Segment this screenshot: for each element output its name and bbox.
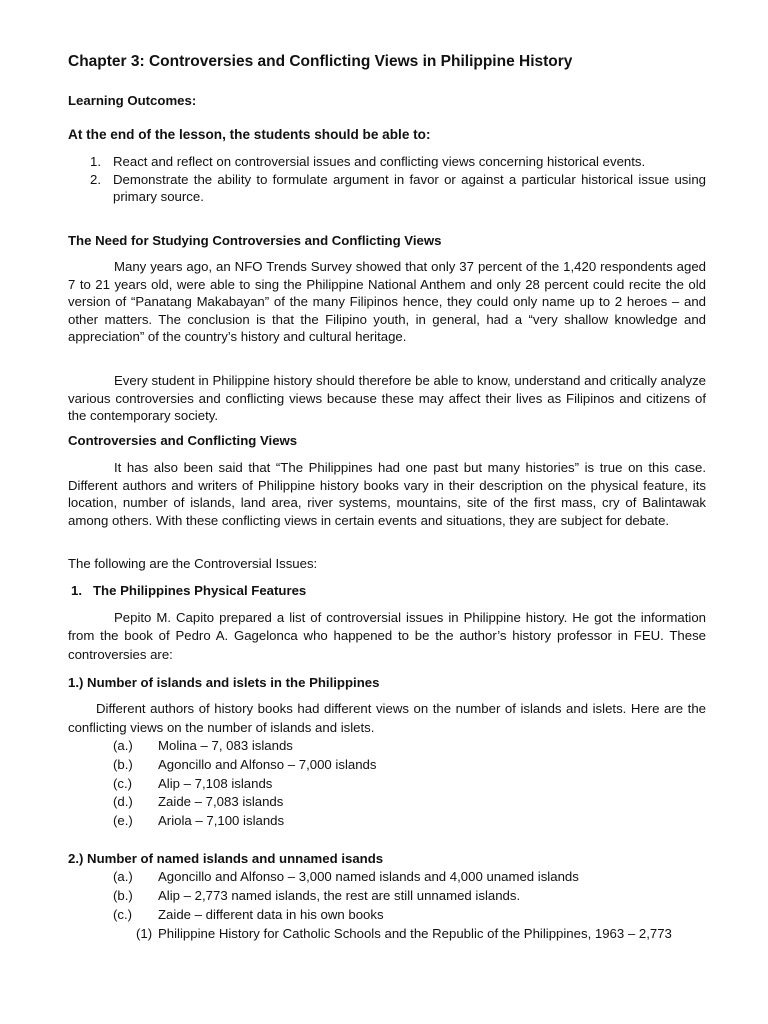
physical-features-paragraph: Pepito M. Capito prepared a list of controversial issues in Philippine history. He got the information from the book of Pedro A. Gagelonca who happened to be the author’s history professor in FEU. These controversies are: [68, 610, 706, 662]
item-text: Zaide – different data in his own books [158, 906, 384, 922]
outcome-number: 2. [90, 171, 101, 187]
item-label: (a.) [113, 738, 133, 753]
item-text: Alip – 2,773 named islands, the rest are still unnamed islands. [158, 887, 521, 903]
outcome-item [68, 171, 706, 206]
sub-list-item [136, 925, 708, 943]
list-item [113, 737, 376, 756]
need-paragraph-1: Many years ago, an NFO Trends Survey showed that only 37 percent of the 1,420 respondents aged 7 to 21 years old, were able to sing the Philippine National Anthem and only 28 percent could recite the old version of “Panatang Makabayan” of the many Filipinos hence, they could only name up to 2 heroes – and other matters. The conclusion is that the Filipino youth, in general, had a “very shallow knowledge and appreciation” of the country’s history and cultural heritage. [68, 259, 706, 345]
item-text: Agoncillo and Alfonso – 3,000 named islands and 4,000 unamed islands [158, 869, 579, 884]
item-label: (e.) [113, 813, 133, 829]
learning-outcomes-intro: At the end of the lesson, the students should be able to: [68, 127, 431, 142]
controversies-heading: Controversies and Conflicting Views [68, 433, 298, 448]
outcome-number: 1. [90, 154, 101, 169]
page-title: Chapter 3: Controversies and Conflicting Views in Philippine History [68, 53, 573, 70]
need-paragraph-2: Every student in Philippine history should therefore be able to know, understand and critically analyze various controversies and conflicting views because these may affect their lives as Filipinos and citizens of the contemporary society. [68, 373, 706, 424]
named-islands-heading: 2.) Number of named islands and unnamed isands [68, 851, 384, 866]
physical-features-title: The Philippines Physical Features [93, 583, 307, 598]
controversial-issues-intro: The following are the Controversial Issues: [68, 556, 318, 571]
outcome-item [68, 153, 706, 171]
item-label: (b.) [113, 756, 133, 772]
item-text: Zaide – 7,083 islands [158, 794, 284, 810]
item-label: (b.) [113, 887, 133, 903]
item-label: (c.) [113, 775, 133, 791]
item-label: (a.) [113, 869, 133, 884]
item-label: (c.) [113, 906, 133, 922]
list-item [113, 812, 376, 831]
islands-list [113, 737, 376, 831]
physical-features-heading [68, 582, 706, 600]
item-text: Ariola – 7,100 islands [158, 813, 285, 829]
list-item [113, 756, 376, 775]
learning-outcomes-heading: Learning Outcomes: [68, 93, 197, 108]
item-text: Molina – 7, 083 islands [158, 738, 293, 753]
list-item [113, 793, 376, 812]
outcome-text: React and reflect on controversial issues and conflicting views concerning historical events. [113, 154, 646, 169]
list-item [113, 868, 579, 887]
item-label: (d.) [113, 794, 133, 810]
item-text: Agoncillo and Alfonso – 7,000 islands [158, 756, 377, 772]
physical-features-number: 1. [71, 583, 82, 598]
list-item [113, 906, 579, 925]
islands-heading: 1.) Number of islands and islets in the Philippines [68, 675, 380, 690]
need-section-heading: The Need for Studying Controversies and Conflicting Views [68, 233, 442, 248]
list-item [113, 775, 376, 794]
outcome-text: Demonstrate the ability to formulate argument in favor or against a particular historical issue using primary source. [113, 171, 706, 205]
sub-item-label: (1) [136, 926, 153, 941]
learning-outcomes-list [68, 153, 706, 206]
controversies-paragraph: It has also been said that “The Philippines had one past but many histories” is true on this case. Different authors and writers of Philippine history books vary in their description on the physical feature, its location, number of islands, land area, river systems, mountains, site of the first mass, cry of Balintawak among others. With these conflicting views in certain events and situations, they are subject for debate. [68, 460, 706, 528]
item-text: Alip – 7,108 islands [158, 775, 273, 791]
list-item [113, 887, 579, 906]
named-islands-list [113, 868, 579, 924]
islands-paragraph: Different authors of history books had different views on the number of islands and islets. Here are the conflicting views on the number of islands and islets. [68, 701, 706, 735]
sub-item-text: Philippine History for Catholic Schools and the Republic of the Philippines, 1963 – 2,773 [158, 926, 672, 941]
